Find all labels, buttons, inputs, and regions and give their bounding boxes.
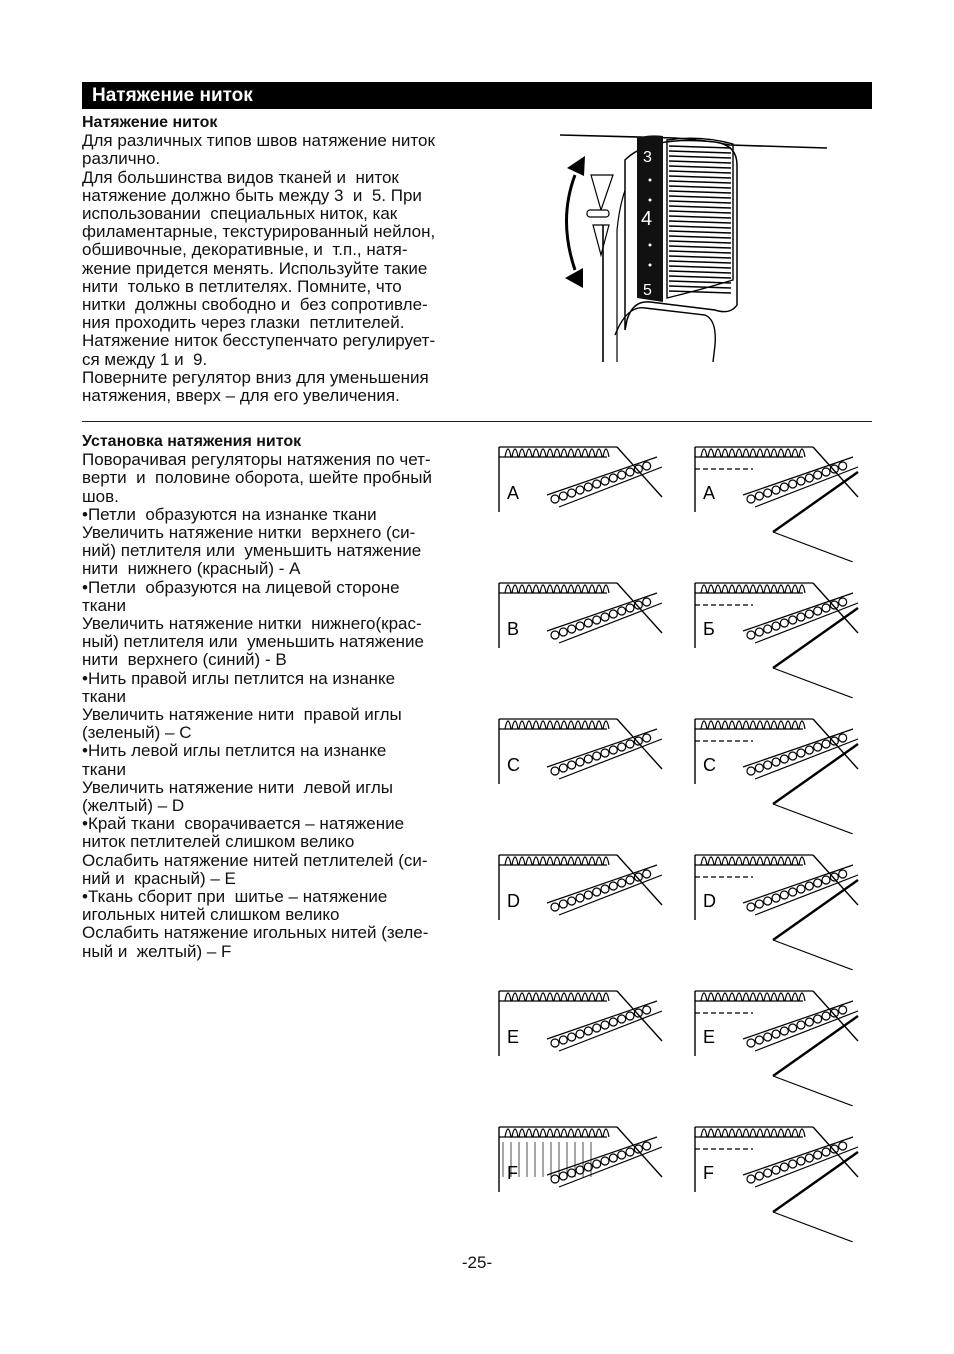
page-number: -25- <box>461 1253 493 1272</box>
text-line: натяжения, вверх – для его увеличения. <box>82 386 400 406</box>
text-line: ный и желтый) – F <box>82 941 232 961</box>
text-line: •Ткань сборит при шитье – натяжение <box>82 887 388 907</box>
dial-number-4: 4 <box>641 208 653 230</box>
text-line: Увеличить натяжение нитки верхнего (си- <box>82 523 416 543</box>
text-line: ния проходить через глазки петлителей. <box>82 313 405 333</box>
text-line: Увеличить натяжение нити правой иглы <box>82 705 402 725</box>
text-line: ниток петлителей слишком велико <box>82 832 355 852</box>
text-line: •Край ткани сворачивается – натяжение <box>82 814 405 834</box>
text-line: Увеличить натяжение нити левой иглы <box>82 777 394 797</box>
figure-label: A <box>507 483 520 503</box>
thread-tension-intro <box>82 114 482 405</box>
stitch-figure-right-4 <box>693 981 863 1106</box>
tension-dial-illustration <box>555 130 830 370</box>
figure-label: D <box>703 891 716 911</box>
stitch-figure-right-3 <box>693 845 863 970</box>
text-line: (желтый) – D <box>82 796 185 816</box>
text-line: игольных нитей слишком велико <box>82 905 340 925</box>
figure-label: F <box>703 1163 714 1183</box>
text-line: нити верхнего (синий) - B <box>82 650 287 670</box>
text-line: Натяжение ниток бесступенчато регулирует- <box>82 331 436 351</box>
text-line: •Нить левой иглы петлится на изнанке <box>82 741 387 761</box>
text-line: использовании специальных ниток, как <box>82 204 398 224</box>
text-line: ткани <box>82 595 126 615</box>
figure-label: D <box>507 891 520 911</box>
intro-text <box>82 132 482 405</box>
text-line: •Петли образуются на изнанке ткани <box>82 504 377 524</box>
text-line: нити нижнего (красный) - A <box>82 559 301 579</box>
dial-number-5: 5 <box>643 282 652 299</box>
text-line: Поворачивая регуляторы натяжения по чет- <box>82 450 431 470</box>
dial-number-3: 3 <box>643 149 652 166</box>
text-line: жение придется менять. Используйте такие <box>82 258 428 278</box>
stitch-figure-right-5 <box>693 1117 863 1242</box>
text-line: нитки должны свободно и без сопротивле- <box>82 295 428 315</box>
text-line: Для большинства видов тканей и ниток <box>82 167 399 187</box>
stitch-figure-left-1 <box>497 573 667 698</box>
text-line: (зеленый) – C <box>82 723 192 743</box>
text-line: Для различных типов швов натяжение ниток <box>82 131 435 151</box>
text-line: различно. <box>82 149 161 169</box>
text-line: Ослабить натяжение игольных нитей (зеле- <box>82 923 429 943</box>
text-line: шов. <box>82 486 119 506</box>
stitch-figure-left-0 <box>497 437 667 562</box>
section-header <box>82 82 872 109</box>
text-line: ткани <box>82 759 126 779</box>
text-line: ний и красный) – E <box>82 868 236 888</box>
figure-label: A <box>703 483 716 503</box>
text-line: •Петли образуются на лицевой стороне <box>82 577 400 597</box>
stitch-figure-right-0 <box>693 437 863 562</box>
figure-label: C <box>507 755 520 775</box>
text-line: натяжение должно быть между 3 и 5. При <box>82 185 422 205</box>
figure-label: B <box>507 619 520 639</box>
setting-subtitle: Установка натяжения ниток <box>82 433 302 450</box>
text-line: филаментарные, текстурированный нейлон, <box>82 222 436 242</box>
section-divider <box>82 421 872 422</box>
text-line: ткани <box>82 686 126 706</box>
figure-label: F <box>507 1163 518 1183</box>
intro-subtitle: Натяжение ниток <box>82 114 218 131</box>
setting-text <box>82 451 482 961</box>
figure-label: E <box>703 1027 716 1047</box>
stitch-figure-left-4 <box>497 981 667 1106</box>
text-line: ний) петлителя или уменьшить натяжение <box>82 541 422 561</box>
stitch-figure-left-5 <box>497 1117 667 1242</box>
text-line: •Нить правой иглы петлится на изнанке <box>82 668 396 688</box>
stitch-figure-left-2 <box>497 709 667 834</box>
text-line: Ослабить натяжение нитей петлителей (си- <box>82 850 428 870</box>
text-line: Поверните регулятор вниз для уменьшения <box>82 367 429 387</box>
stitch-figure-right-1 <box>693 573 863 698</box>
text-line: верти и половине оборота, шейте пробный <box>82 468 432 488</box>
figure-label: E <box>507 1027 520 1047</box>
text-line: ся между 1 и 9. <box>82 349 208 369</box>
text-line: нити только в петлителях. Помните, что <box>82 276 402 296</box>
text-line: Увеличить натяжение нитки нижнего(крас- <box>82 614 422 634</box>
text-line: ный) петлителя или уменьшить натяжение <box>82 632 424 652</box>
tension-setting-section <box>82 433 482 961</box>
text-line: обшивочные, декоративные, и т.п., натя- <box>82 240 408 260</box>
section-header-title: Натяжение ниток <box>92 85 253 106</box>
figure-label: C <box>703 755 716 775</box>
figure-label: Б <box>703 619 715 639</box>
stitch-figure-right-2 <box>693 709 863 834</box>
stitch-figure-left-3 <box>497 845 667 970</box>
